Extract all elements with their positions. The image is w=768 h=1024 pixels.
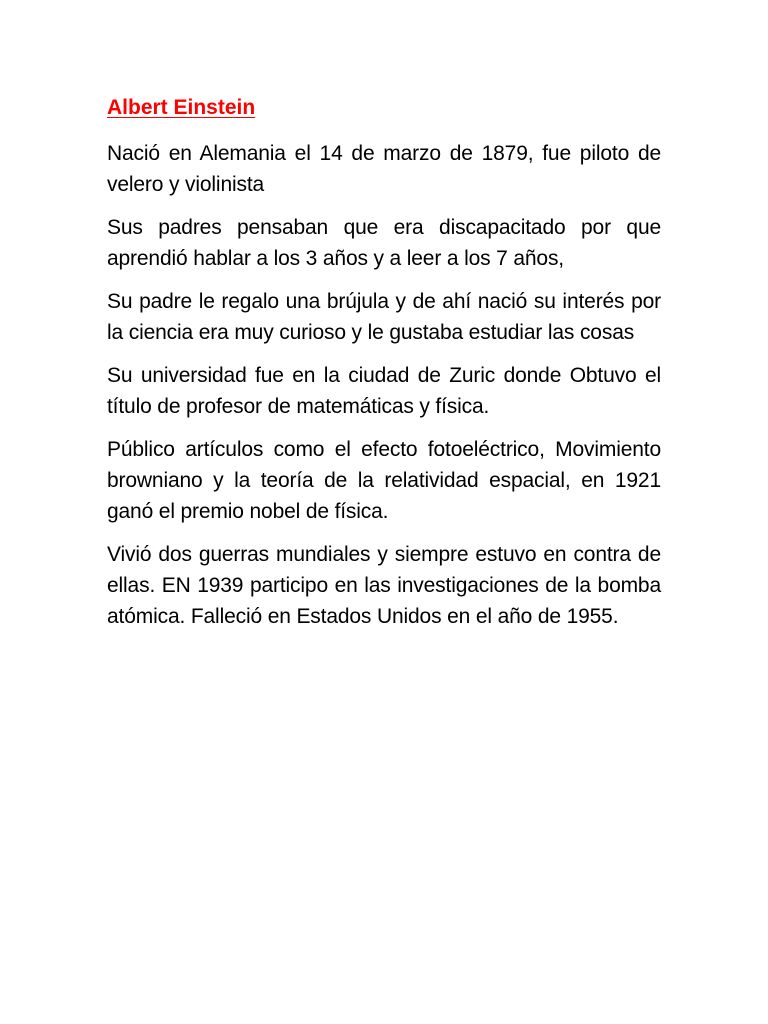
paragraph-compass: Su padre le regalo una brújula y de ahí nació su interés por la ciencia era muy curioso y le gustaba estudiar las cosas [107,290,661,344]
paragraph-university: Su universidad fue en la ciudad de Zuric donde Obtuvo el título de profesor de matemáticas y física. [107,364,661,418]
document-body [107,92,661,644]
paragraph-parents: Sus padres pensaban que era discapacitado por que aprendió hablar a los 3 años y a leer a los 7 años, [107,216,661,270]
paragraph-publications: Público artículos como el efecto fotoeléctrico, Movimiento browniano y la teoría de la relatividad espacial, en 1921 ganó el premio nobel de física. [107,438,661,523]
document-title: Albert Einstein [107,96,256,119]
paragraph-birth: Nació en Alemania el 14 de marzo de 1879, fue piloto de velero y violinista [107,142,661,196]
paragraph-wars-death: Vivió dos guerras mundiales y siempre estuvo en contra de ellas. EN 1939 participo en las investigaciones de la bomba atómica. Falleció en Estados Unidos en el año de 1955. [107,543,661,628]
